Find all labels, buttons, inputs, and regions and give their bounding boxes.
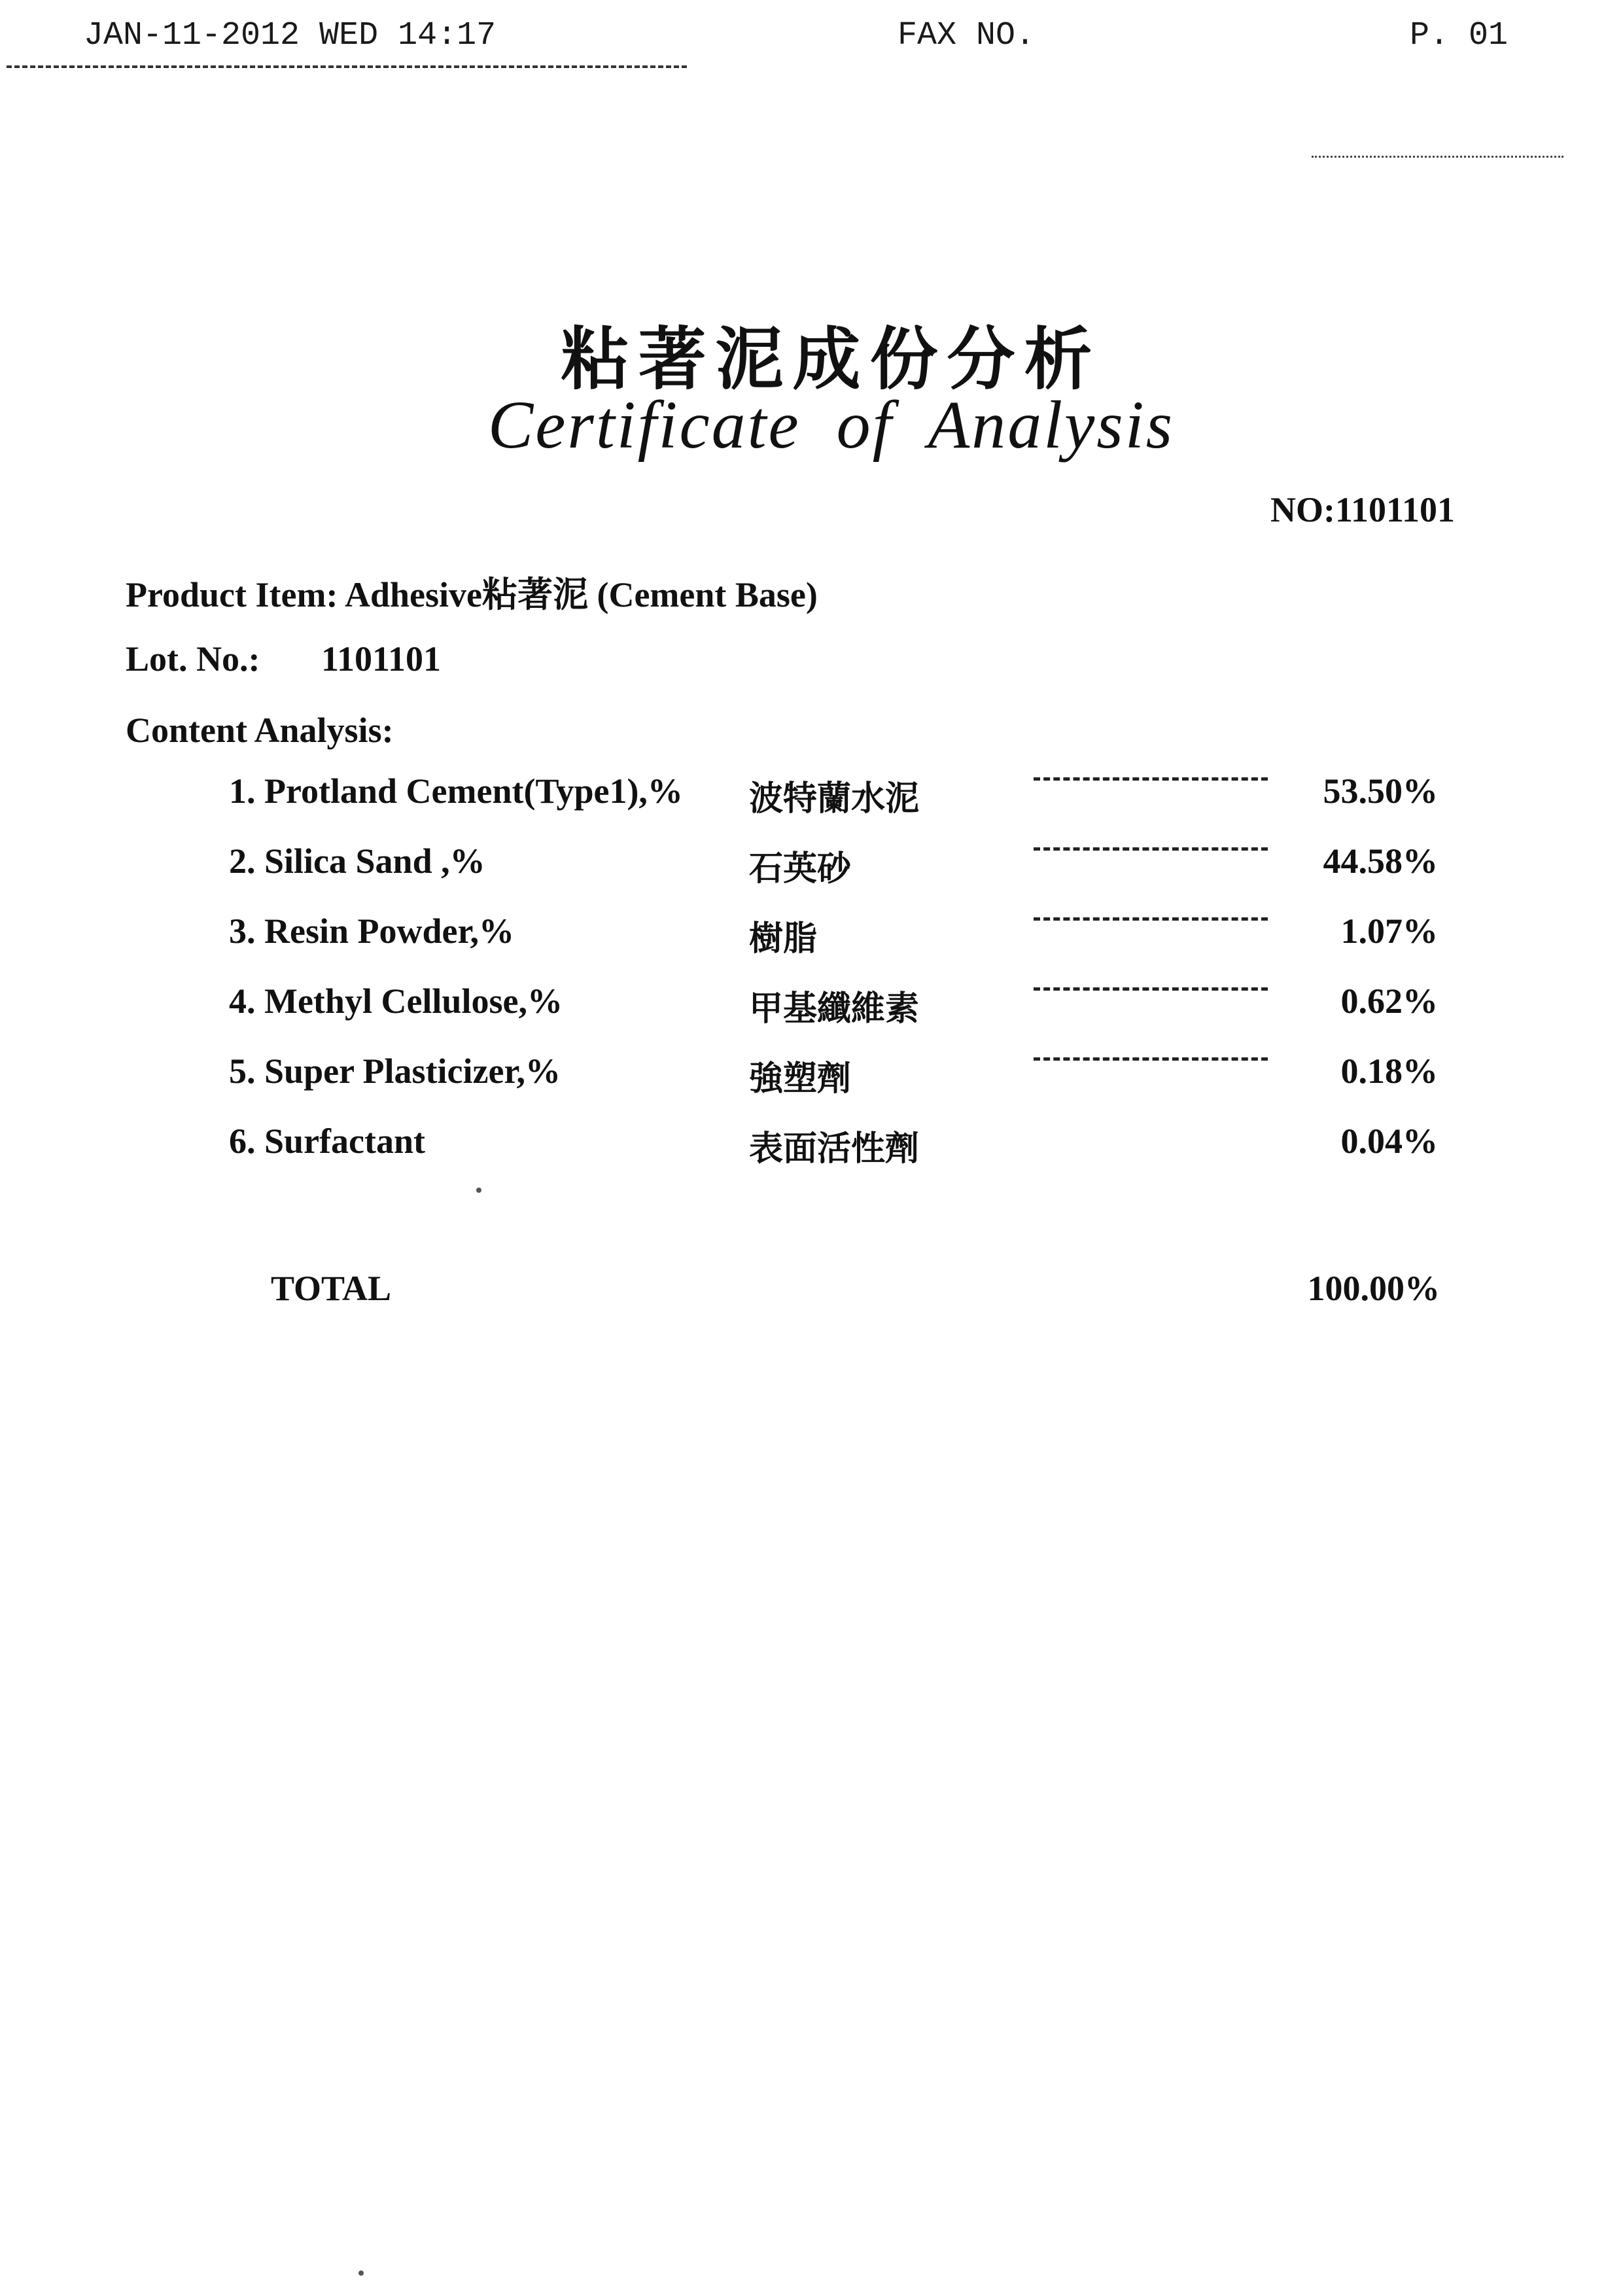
analysis-row-resin-powder [0,911,1623,970]
product-item-line [126,567,818,617]
analysis-row-surfactant [0,1121,1623,1180]
analysis-item-label: 3. Resin Powder,% [229,911,515,951]
analysis-row-silica-sand [0,841,1623,900]
analysis-item-chinese: 甲基纖維素 [749,989,920,1029]
certificate-number: NO:1101101 [1270,490,1456,529]
fax-page-number: P. 01 [1410,17,1509,54]
fax-header [0,12,1623,71]
analysis-item-value: 44.58% [1323,841,1438,881]
lot-number-value: 1101101 [321,639,442,679]
analysis-row-portland-cement [0,771,1623,830]
scan-speck [358,2270,364,2276]
analysis-item-label: 1. Protland Cement(Type1),% [229,771,683,811]
analysis-item-label: 6. Surfactant [229,1122,425,1161]
lot-number-label: Lot. No.: [126,639,260,679]
analysis-item-label: 5. Super Plasticizer,% [229,1051,561,1091]
analysis-item-chinese: 表面活性劑 [749,1129,920,1169]
fax-header-rule-right [1312,156,1563,158]
content-analysis-heading: Content Analysis: [126,711,394,750]
analysis-leader-line [1034,777,1268,781]
analysis-item-label: 4. Methyl Cellulose,% [229,981,563,1021]
analysis-item-chinese: 強塑劑 [749,1059,852,1099]
analysis-item-label: 2. Silica Sand ,% [229,841,485,881]
document-title-chinese: 粘著泥成份分析 [561,319,1102,399]
analysis-item-value: 0.18% [1340,1051,1438,1091]
fax-header-rule [7,65,687,68]
lot-number-line [126,639,441,679]
analysis-item-value: 0.62% [1340,981,1438,1021]
analysis-item-chinese: 樹脂 [749,919,818,959]
product-item-label: Product Item: [126,575,338,614]
analysis-leader-line [1034,987,1268,991]
product-item-value: Adhesive粘著泥 (Cement Base) [344,575,818,614]
analysis-item-value: 0.04% [1340,1122,1438,1161]
analysis-leader-line [1034,917,1268,921]
analysis-row-methyl-cellulose [0,981,1623,1040]
fax-number-label: FAX NO. [898,17,1036,54]
analysis-row-super-plasticizer [0,1051,1623,1110]
analysis-leader-line [1034,1057,1268,1061]
total-value: 100.00% [1307,1269,1440,1308]
analysis-item-chinese: 石英砂 [749,849,852,889]
scan-speck [476,1188,481,1193]
document-title-english: Certificate of Analysis [487,387,1175,463]
total-label: TOTAL [271,1269,392,1308]
analysis-item-chinese: 波特蘭水泥 [749,779,920,819]
fax-datetime: JAN-11-2012 WED 14:17 [84,17,497,54]
analysis-item-value: 53.50% [1323,771,1438,811]
analysis-item-value: 1.07% [1340,911,1438,951]
analysis-leader-line [1034,847,1268,851]
